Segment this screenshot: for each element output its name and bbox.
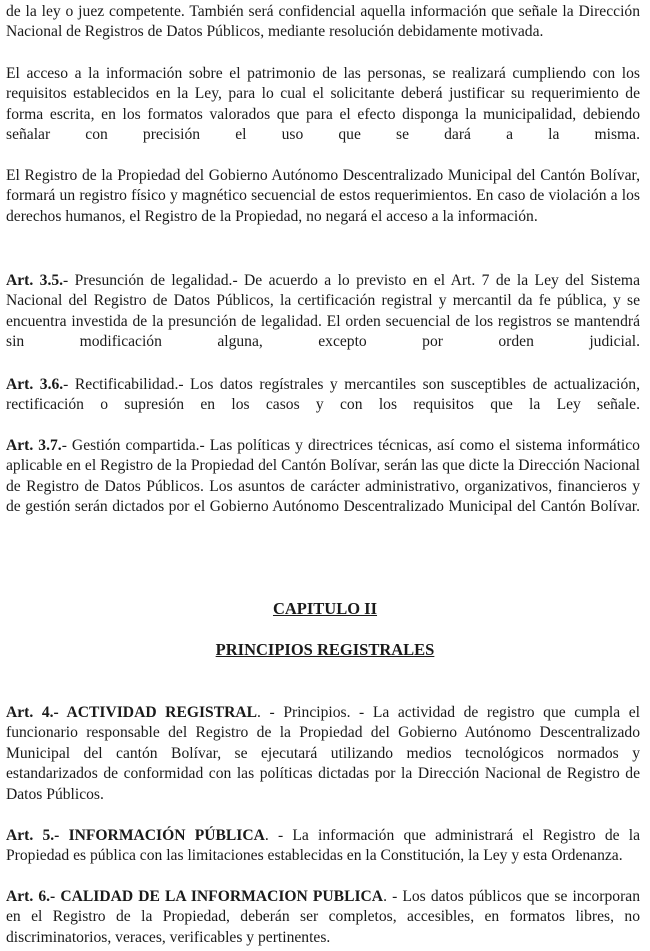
article-3-5-text: - Presunción de legalidad.- De acuerdo a lo previsto en el Art. 7 de la Ley del Sistema Nacional del Registro de Datos Públicos, la certificación registral y mercantil da fe pública, y se encuentra investida de la presunción de legalidad. El orden secuencial de los registros se mantendrá sin modificación alguna, excepto por orden judicial. <box>6 272 640 351</box>
article-4-label: Art. 4.- ACTIVIDAD REGISTRAL <box>6 704 258 721</box>
article-3-6-text: - Rectificabilidad.- Los datos regístrales y mercantiles son susceptibles de actualización, rectificación o supresión en los casos y con los requisitos que la Ley señale. <box>6 376 640 414</box>
paragraph-access-information: El acceso a la información sobre el patrimonio de las personas, se realizará cumpliendo con los requisitos establecidos en la Ley, para lo cual el solicitante deberá justificar su requerimiento de forma escrita, en los formatos valorados que para el efecto disponga la municipalidad, debiendo señalar con precisión el uso que se dará a la misma. <box>6 65 640 144</box>
article-4 <box>6 703 640 805</box>
article-6-label: Art. 6.- CALIDAD DE LA INFORMACION PUBLICA <box>6 888 384 905</box>
article-3-5 <box>6 271 640 353</box>
article-4-text: . - Principios. - La actividad de registro que cumpla el funcionario responsable del Registro de la Propiedad del Gobierno Autónomo Descentralizado Municipal del cantón Bolívar, se ejecutará utilizando medios tecnológicos normados y estandarizados de conformidad con las políticas dictadas por la Dirección Nacional de Registro de Datos Públicos. <box>6 704 640 803</box>
article-3-7-label: Art. 3.7. <box>6 437 62 454</box>
article-3-7-text: - Gestión compartida.- Las políticas y directrices técnicas, así como el sistema informático aplicable en el Registro de la Propiedad del Cantón Bolívar, serán las que dicte la Dirección Nacional de Registro de Datos Públicos. Los asuntos de carácter administrativo, organizativos, financieros y de gestión serán dictados por el Gobierno Autónomo Descentralizado Municipal del Cantón Bolívar. <box>6 437 640 516</box>
chapter-heading: CAPITULO II <box>272 599 378 618</box>
article-5-text: . - La información que administrará el Registro de la Propiedad es pública con las limitaciones establecidas en la Constitución, la Ley y esta Ordenanza. <box>6 827 641 865</box>
section-heading: PRINCIPIOS REGISTRALES <box>215 640 435 659</box>
article-3-6-label: Art. 3.6. <box>6 376 64 393</box>
article-3-5-label: Art. 3.5. <box>6 272 64 289</box>
article-6-text: . - Los datos públicos que se incorporan en el Registro de la Propiedad, deberán ser completos, accesibles, en formatos libres, no discriminatorios, veraces, verificables y pertinentes. <box>6 888 640 946</box>
article-5 <box>6 826 640 867</box>
article-3-7 <box>6 436 640 518</box>
article-3-6 <box>6 375 640 416</box>
article-6 <box>6 887 640 948</box>
paragraph-registry-record: El Registro de la Propiedad del Gobierno Autónomo Descentralizado Municipal del Cantón Bolívar, formará un registro físico y magnético secuencial de estos requerimientos. En caso de violación a los derechos humanos, el Registro de la Propiedad, no negará el acceso a la información. <box>6 167 640 225</box>
paragraph-confidentiality: de la ley o juez competente. También será confidencial aquella información que señale la Dirección Nacional de Registros de Datos Públicos, mediante resolución debidamente motivada. <box>6 3 640 41</box>
article-5-label: Art. 5.- INFORMACIÓN PÚBLICA <box>6 827 265 844</box>
